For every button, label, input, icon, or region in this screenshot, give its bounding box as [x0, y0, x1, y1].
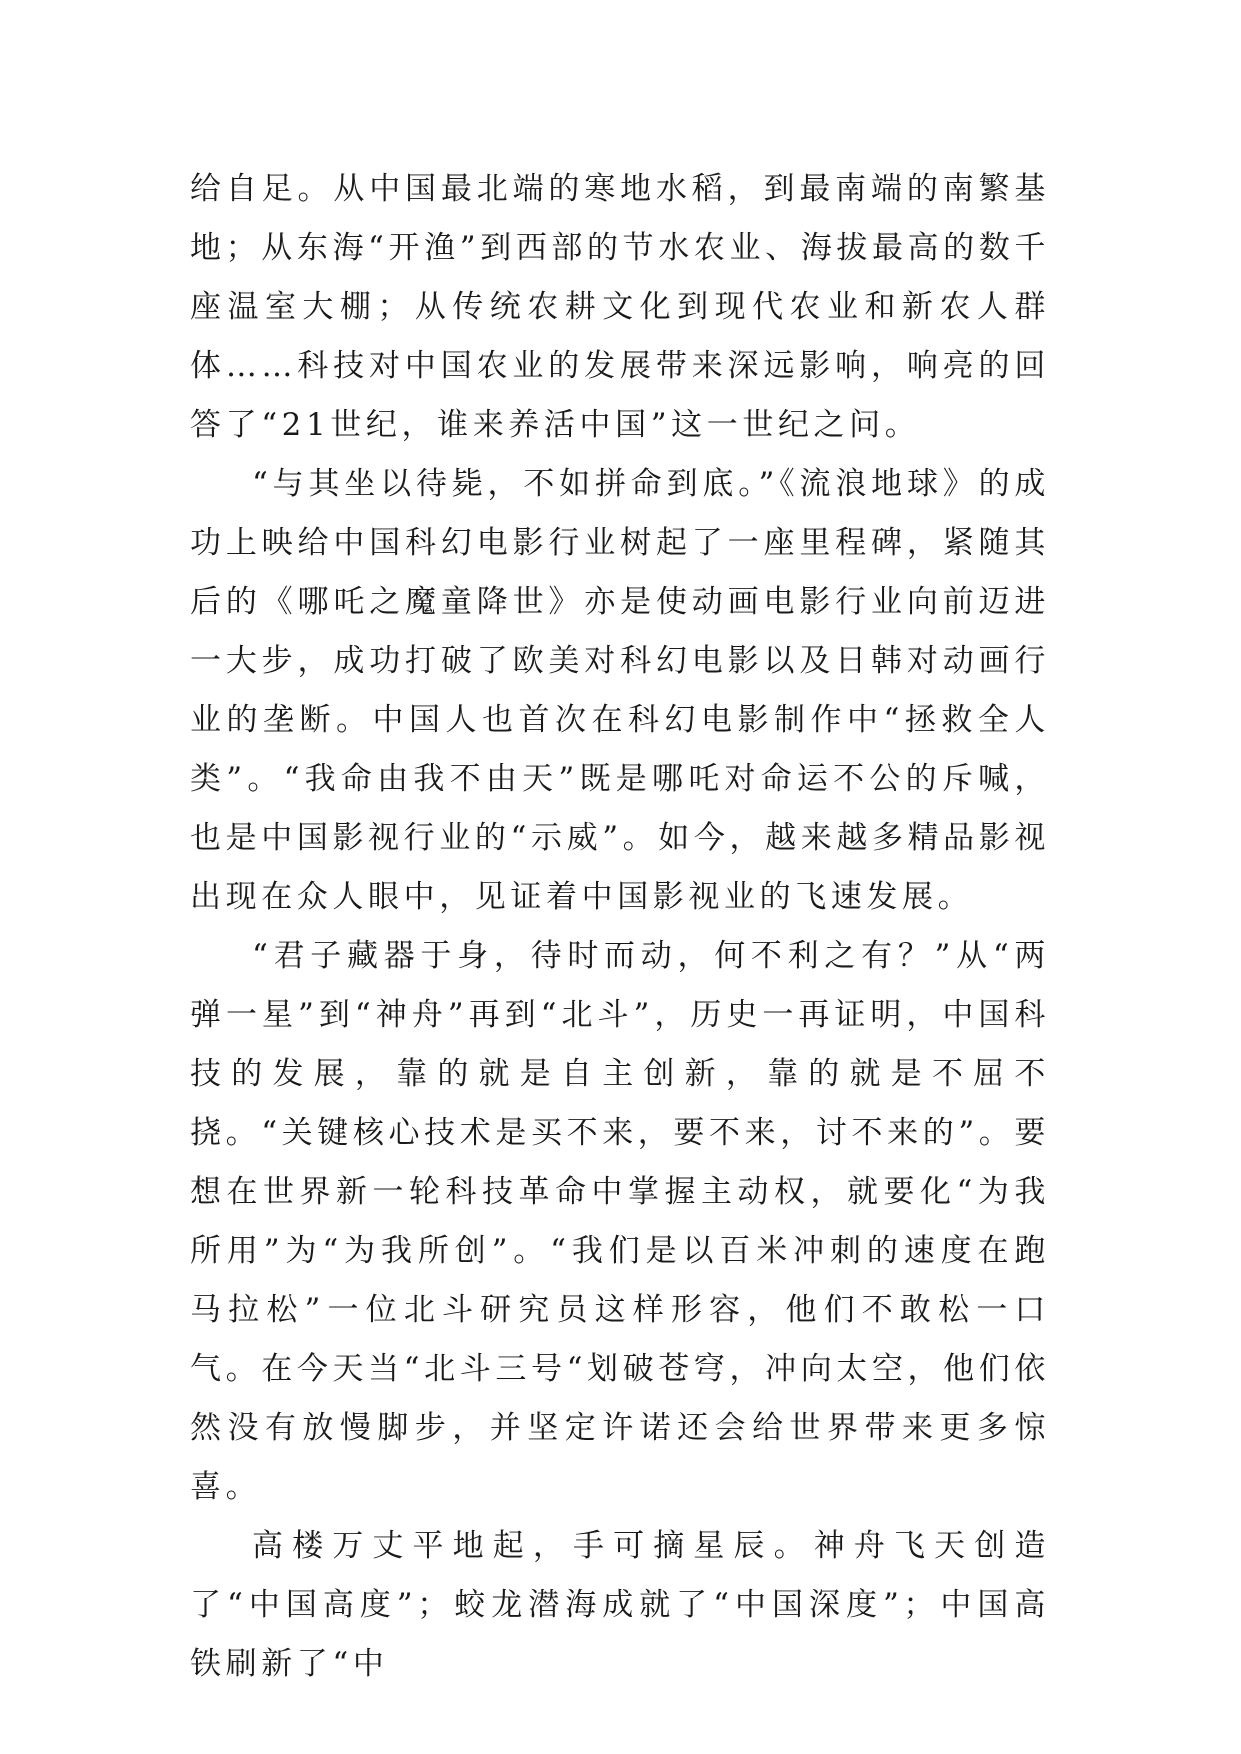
paragraph: “与其坐以待毙，不如拼命到底。”《流浪地球》的成功上映给中国科幻电影行业树起了一座里程碑，紧随其后的《哪吒之魔童降世》亦是使动画电影行业向前迈进一大步，成功打破了欧美对科幻电影以及日韩对动画行业的垄断。中国人也首次在科幻电影制作中“拯救全人类”。“我命由我不由天”既是哪吒对命运不公的斥喊，也是中国影视行业的“示威”。如今，越来越多精品影视出现在众人眼中，见证着中国影视业的飞速发展。: [190, 466, 1050, 915]
paragraph: 高楼万丈平地起，手可摘星辰。神舟飞天创造了“中国高度”；蛟龙潜海成就了“中国深度”；中国高铁刷新了“中: [190, 1528, 1050, 1682]
paragraph: “君子藏器于身，待时而动，何不利之有？”从“两弹一星”到“神舟”再到“北斗”，历史一再证明，中国科技的发展，靠的就是自主创新，靠的就是不屈不挠。“关键核心技术是买不来，要不来，讨不来的”。要想在世界新一轮科技革命中掌握主动权，就要化“为我所用”为“为我所创”。“我们是以百米冲刺的速度在跑马拉松”一位北斗研究员这样形容，他们不敢松一口气。在今天当“北斗三号“划破苍穹，冲向太空，他们依然没有放慢脚步，并坚定许诺还会给世界带来更多惊喜。: [190, 938, 1050, 1505]
paragraph-continued: 给自足。从中国最北端的寒地水稻，到最南端的南繁基地；从东海“开渔”到西部的节水农业、海拔最高的数千座温室大棚；从传统农耕文化到现代农业和新农人群体……科技对中国农业的发展带来深远影响，响亮的回答了“21世纪，谁来养活中国”这一世纪之问。: [190, 171, 1050, 443]
document-body: [190, 160, 1050, 1694]
